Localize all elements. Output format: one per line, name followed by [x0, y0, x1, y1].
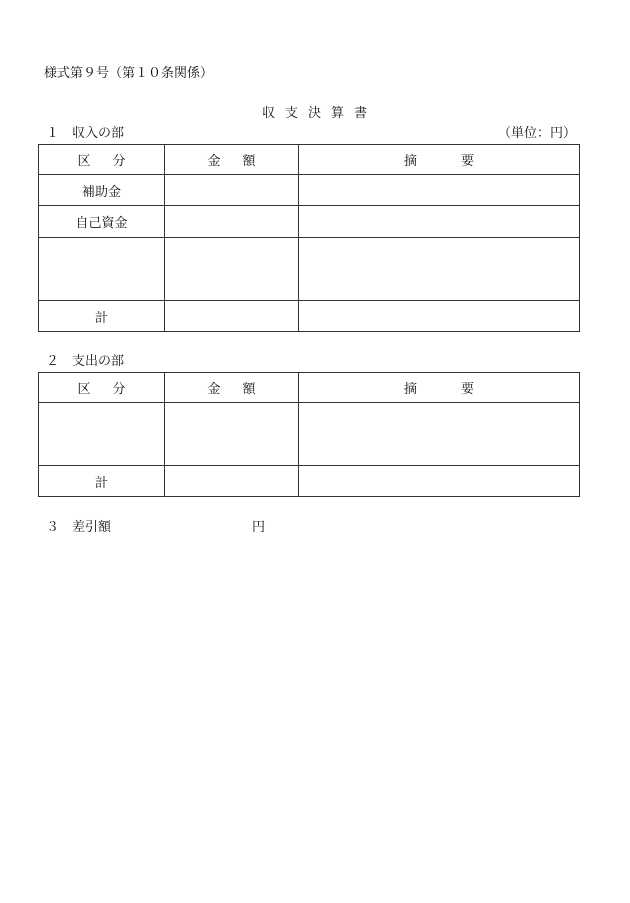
header-category: 区分: [39, 373, 165, 403]
header-amount: 金額: [165, 373, 299, 403]
expense-total-row: [39, 466, 580, 497]
header-amount: 金額: [165, 145, 299, 175]
expense-total-label: 計: [39, 466, 165, 497]
income-row-blank: [39, 238, 580, 301]
expense-row-blank: [39, 403, 580, 466]
expense-total-summary[interactable]: [299, 466, 580, 497]
income-total-label: 計: [39, 301, 165, 332]
income-row-subsidy: [39, 175, 580, 206]
income-amount-cell[interactable]: [165, 206, 299, 238]
expense-table: [38, 372, 580, 497]
difference-label: ３ 差引額: [46, 520, 112, 535]
income-total-amount[interactable]: [165, 301, 299, 332]
income-amount-cell[interactable]: [165, 238, 299, 301]
expense-total-amount[interactable]: [165, 466, 299, 497]
income-category-cell[interactable]: [39, 238, 165, 301]
income-header-row: [39, 145, 580, 175]
expense-amount-cell[interactable]: [165, 403, 299, 466]
header-summary: 摘要: [299, 373, 580, 403]
expense-summary-cell[interactable]: [299, 403, 580, 466]
expense-category-cell[interactable]: [39, 403, 165, 466]
difference-unit: 円: [252, 520, 266, 535]
income-section-heading: １ 収入の部: [46, 126, 125, 141]
income-category-own-funds: 自己資金: [39, 206, 165, 238]
income-table: [38, 144, 580, 332]
form-number: 様式第９号（第１０条関係）: [44, 66, 214, 81]
income-summary-cell[interactable]: [299, 206, 580, 238]
expense-section-heading: ２ 支出の部: [46, 354, 125, 369]
unit-label: （単位：円）: [497, 126, 576, 141]
income-amount-cell[interactable]: [165, 175, 299, 206]
header-summary: 摘要: [299, 145, 580, 175]
income-summary-cell[interactable]: [299, 238, 580, 301]
income-row-own-funds: [39, 206, 580, 238]
expense-header-row: [39, 373, 580, 403]
document-title: 収支決算書: [262, 106, 378, 121]
income-total-summary[interactable]: [299, 301, 580, 332]
income-summary-cell[interactable]: [299, 175, 580, 206]
income-category-subsidy: 補助金: [39, 175, 165, 206]
income-total-row: [39, 301, 580, 332]
header-category: 区分: [39, 145, 165, 175]
